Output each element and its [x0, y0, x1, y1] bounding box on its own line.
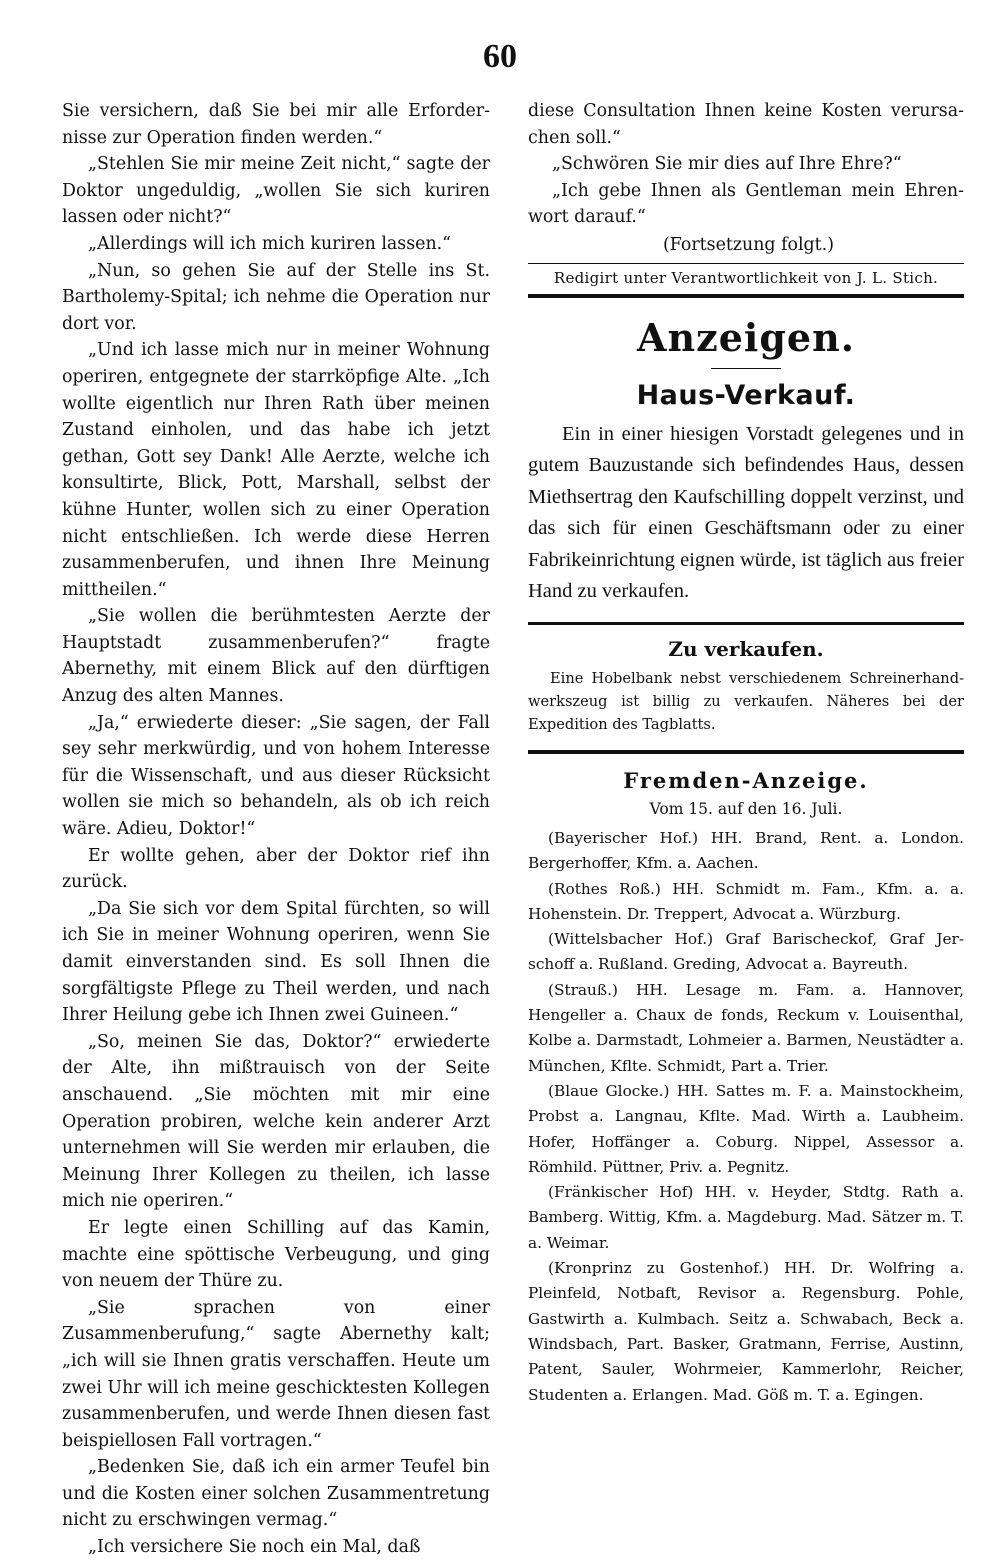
story-paragraph: Er wollte gehen, aber der Doktor rief ihn zurück. — [62, 845, 490, 893]
ads-section-title: Anzeigen. — [637, 314, 855, 360]
divider-rule — [528, 263, 964, 264]
story-paragraph: „Und ich lasse mich nur in meiner Wohnung operiren, entgegnete der starrköpfige Alte. „Ich wollte eigentlich nur Ihren Rath über meinen Zustand einholen, und das habe ich jetzt gethan, Gott sey Dank! Alle Aerzte, welche ich konsultirte, Blick, Pott, Marshall, selbst der kühne Hunter, wollen sich zu einer Operation nicht entschließen. Ich werde diese Herren zusammenberufen, und ihnen Ihre Meinung mittheilen.“ — [62, 340, 490, 600]
house-sale-body: Ein in einer hiesigen Vorstadt gelegenes und in gutem Bauzustande sich befindendes Haus, dessen Miethsertrag den Kaufschilling doppelt verzinst, und das sich für einen Geschäftsmann oder zu einer Fabrikeinrichtung eignen würde, ist täglich aus freier Hand zu verkaufen. — [528, 422, 964, 603]
strangers-entry: (Rothes Roß.) HH. Schmidt m. Fam., Kfm. a. a. Hohenstein. Dr. Treppert, Advocat a. Würzburg. — [528, 879, 964, 923]
right-column — [528, 98, 964, 1408]
strangers-notice — [528, 766, 964, 1408]
strangers-entry: (Blaue Glocke.) HH. Sattes m. F. a. Mainstockheim, Probst a. Langnau, Kflte. Mad. Wirth a. Laubheim. Hofer, Hoffänger a. Coburg. Nippel, Assessor a. Römhild. Püttner, Priv. a. Pegnitz. — [528, 1081, 964, 1176]
short-divider — [711, 368, 781, 369]
strangers-entry: (Wittelsbacher Hof.) Graf Barischeckof, Graf Jerschoff a. Rußland. Greding, Advocat a. Bayreuth. — [528, 930, 964, 974]
story-paragraph: „Sie wollen die berühmtesten Aerzte der Hauptstadt zusammenberufen?“ fragte Abernethy, mit einem Blick auf den dürftigen Anzug des alten Mannes. — [62, 606, 490, 707]
story-paragraph: „Ich gebe Ihnen als Gentleman mein Ehrenwort darauf.“ — [528, 180, 964, 228]
for-sale-body: Eine Hobelbank nebst verschiedenem Schreinerhandwerkszeug ist billig zu verkaufen. Näheres bei der Expedition des Tagblatts. — [528, 669, 964, 733]
strangers-entry: (Kronprinz zu Gostenhof.) HH. Dr. Wolfring a. Pleinfeld, Notbaft, Revisor a. Regensburg. Pohle, Gastwirth a. Kulmbach. Seitz a. Schwabach, Beck a. Windsbach, Part. Basker, Gratmann, Ferrise, Austinn, Patent, Sauler, Wohrmeier, Kammerlohr, Reicher, Studenten a. Erlangen. Mad. Göß m. T. a. Egingen. — [528, 1259, 964, 1404]
left-column-story — [62, 98, 490, 1561]
strangers-entry: (Bayerischer Hof.) HH. Brand, Rent. a. London. Bergerhoffer, Kfm. a. Aachen. — [528, 828, 964, 873]
story-paragraph: „Allerdings will ich mich kuriren lassen.“ — [88, 233, 452, 254]
story-paragraph: „Da Sie sich vor dem Spital fürchten, so will ich Sie in meiner Wohnung operiren, wenn Sie damit einverstanden sind. Es soll Ihnen die sorgfältigste Pflege zu Theil werden, und nach Ihrer Heilung gebe ich Ihnen zwei Guineen.“ — [62, 898, 490, 1026]
right-column-story — [528, 98, 964, 231]
story-paragraph: „Ich versichere Sie noch ein Mal, daß — [88, 1537, 421, 1558]
strangers-entry: (Fränkischer Hof) HH. v. Heyder, Stdtg. Rath a. Bamberg. Wittig, Kfm. a. Magdeburg. Mad. Sätzer m. T. a. Weimar. — [528, 1183, 964, 1252]
story-paragraph: diese Consultation Ihnen keine Kosten verursachen soll.“ — [528, 101, 964, 148]
divider-rule-thick — [528, 750, 964, 754]
strangers-entries — [528, 826, 964, 1408]
story-paragraph: „Ja,“ erwiederte dieser: „Sie sagen, der Fall sey sehr merkwürdig, und von hohem Interesse für die Wissenschaft, und aus dieser Rücksicht wollen sie mich so behandeln, als ob ich reich wäre. Adieu, Doktor!“ — [62, 712, 490, 840]
strangers-title: Fremden-Anzeige. — [623, 767, 869, 793]
house-sale-heading: Haus-Verkauf. — [636, 379, 856, 411]
continued-note: (Fortsetzung folgt.) — [662, 234, 834, 255]
divider-rule-thick — [528, 294, 964, 298]
story-paragraph: Er legte einen Schilling auf das Kamin, machte eine spöttische Verbeugung, und ging von neuem der Thüre zu. — [62, 1217, 490, 1292]
story-paragraph: „Schwören Sie mir dies auf Ihre Ehre?“ — [552, 154, 902, 175]
strangers-date: Vom 15. auf den 16. Juli. — [649, 799, 843, 818]
for-sale-ad — [528, 635, 964, 736]
strangers-entry: (Strauß.) HH. Lesage m. Fam. a. Hannover, Hengeller a. Chaux de fonds, Reckum v. Louisenthal, Kolbe a. Darmstadt, Lohmeier a. Barmen, Neustädter a. München, Kflte. Schmidt, Part a. Trier. — [528, 980, 964, 1075]
story-paragraph: Sie versichern, daß Sie bei mir alle Erfordernisse zur Operation finden werden.“ — [62, 101, 490, 148]
story-paragraph: „Bedenken Sie, daß ich ein armer Teufel bin und die Kosten einer solchen Zusammentretung nicht zu erschwingen vermag.“ — [62, 1457, 490, 1531]
for-sale-heading: Zu verkaufen. — [668, 636, 824, 661]
page-number: 60 — [483, 38, 517, 75]
story-paragraph: „So, meinen Sie das, Doktor?“ erwiederte der Alte, ihn mißtrauisch von der Seite anschauend. „Sie möchten mit mir eine Operation probiren, welche kein anderer Arzt unternehmen will Sie werden mir erlauben, die Meinung Ihrer Kollegen zu theilen, ich lasse mich nie operiren.“ — [62, 1031, 490, 1212]
story-paragraph: „Sie sprachen von einer Zusammenberufung,“ sagte Abernethy kalt; „ich will sie Ihnen gratis verschaffen. Heute um zwei Uhr will ich meine geschicktesten Kollegen zusammenberufen, und werde Ihnen diesen fast beispiellosen Fall vortragen.“ — [62, 1297, 490, 1451]
editor-line: Redigirt unter Verantwortlichkeit von J. L. Stich. — [553, 268, 939, 287]
divider-rule — [528, 622, 964, 625]
story-paragraph: „Stehlen Sie mir meine Zeit nicht,“ sagte der Doktor ungeduldig, „wollen Sie sich kuriren lassen oder nicht?“ — [62, 154, 490, 228]
house-sale-ad — [528, 379, 964, 608]
story-paragraph: „Nun, so gehen Sie auf der Stelle ins St. Bartholemy-Spital; ich nehme die Operation nur dort vor. — [62, 260, 490, 334]
